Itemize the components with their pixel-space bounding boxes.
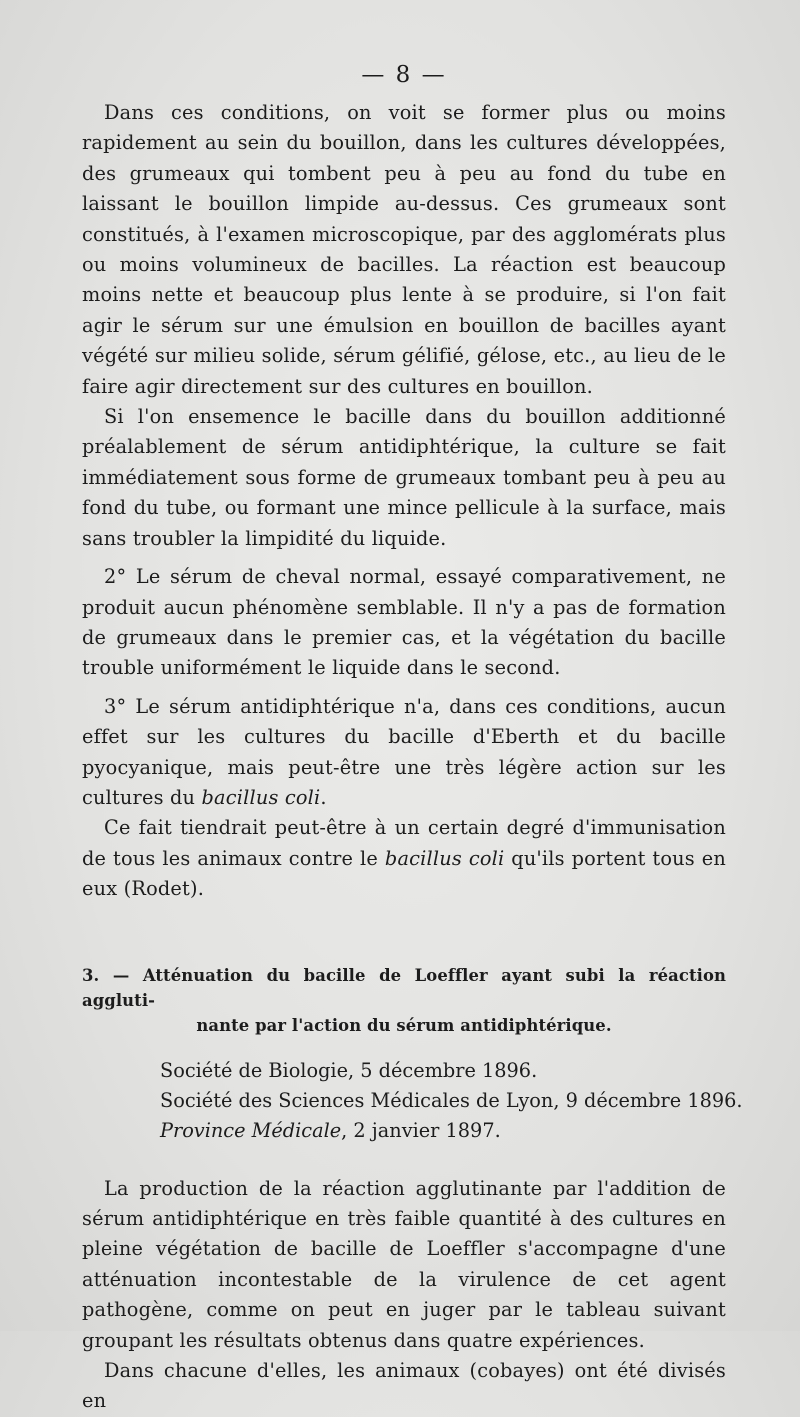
reference-sciences-medicales: Société des Sciences Médicales de Lyon, 9 décembre 1896. bbox=[160, 1088, 743, 1112]
paragraph-serum-normal: 2° Le sérum de cheval normal, essayé comparativement, ne produit aucun phénomène semblable. Il n'y a pas de formation de grumeaux dans le premier cas, et la végétation du bacille trouble uniformément le liquide dans le second. bbox=[82, 565, 726, 680]
section-heading-line-2: nante par l'action du sérum antidiphtérique. bbox=[196, 1015, 612, 1035]
section-heading bbox=[82, 963, 726, 1038]
paragraph-serum-effet bbox=[82, 692, 726, 814]
paragraph-ensemencement: Si l'on ensemence le bacille dans du bouillon additionné préalablement de sérum antidiphtérique, la culture se fait immédiatement sous forme de grumeaux tombant peu à peu au fond du tube, ou formant une mince pellicule à la surface, mais sans troubler la limpidité du liquide. bbox=[82, 405, 726, 550]
section-heading-line-1: 3. — Atténuation du bacille de Loeffler ayant subi la réaction aggluti- bbox=[82, 965, 726, 1010]
journal-title: Province Médicale bbox=[160, 1118, 342, 1142]
publication-references bbox=[160, 1056, 743, 1146]
paragraph-conditions: Dans ces conditions, on voit se former plus ou moins rapidement au sein du bouillon, dans les cultures développées, des grumeaux qui tombent peu à peu au fond du tube en laissant le bouillon limpide au-dessus. Ces grumeaux sont constitués, à l'examen microscopique, par des agglomérats plus ou moins volumineux de bacilles. La réaction est beaucoup moins nette et beaucoup plus lente à se produire, si l'on fait agir le sérum sur une émulsion en bouillon de bacilles ayant végété sur milieu solide, sérum gélifié, gélose, etc., au lieu de le faire agir directement sur des cultures en bouillon. bbox=[82, 101, 726, 398]
paragraph-immunisation-text: Ce fait tiendrait peut-être à un certain degré d'immunisation de tous les animaux contre le bbox=[82, 816, 726, 870]
reference-societe-biologie: Société de Biologie, 5 décembre 1896. bbox=[160, 1058, 538, 1082]
page-number: — 8 — bbox=[361, 62, 447, 88]
paragraph-immunisation bbox=[82, 813, 726, 904]
bacillus-coli-term: bacillus coli bbox=[201, 785, 321, 809]
document-page bbox=[82, 58, 743, 1417]
reference-date: , 2 janvier 1897. bbox=[341, 1118, 501, 1142]
reference-province-medicale bbox=[160, 1116, 726, 1146]
paragraph-serum-effet-end: . bbox=[320, 785, 327, 809]
paragraph-immunisation-end: qu'ils portent tous en eux (Rodet). bbox=[82, 846, 726, 901]
bacillus-coli-term-2: bacillus coli bbox=[384, 846, 505, 870]
paragraph-chacune: Dans chacune d'elles, les animaux (cobayes) ont été divisés en bbox=[82, 1359, 726, 1413]
paragraph-serum-effet-text: 3° Le sérum antidiphtérique n'a, dans ces conditions, aucun effet sur les cultures du bacille d'Eberth et du bacille pyocyanique, mais peut-être une très légère action sur les cultures du bbox=[82, 694, 726, 809]
paragraph-production: La production de la réaction agglutinante par l'addition de sérum antidiphtérique en très faible quantité à des cultures en pleine végétation de bacille de Loeffler s'accompagne d'une atténuation incontestable de la virulence de cet agent pathogène, comme on peut en juger par le tableau suivant groupant les résultats obtenus dans quatre expériences. bbox=[82, 1176, 726, 1352]
